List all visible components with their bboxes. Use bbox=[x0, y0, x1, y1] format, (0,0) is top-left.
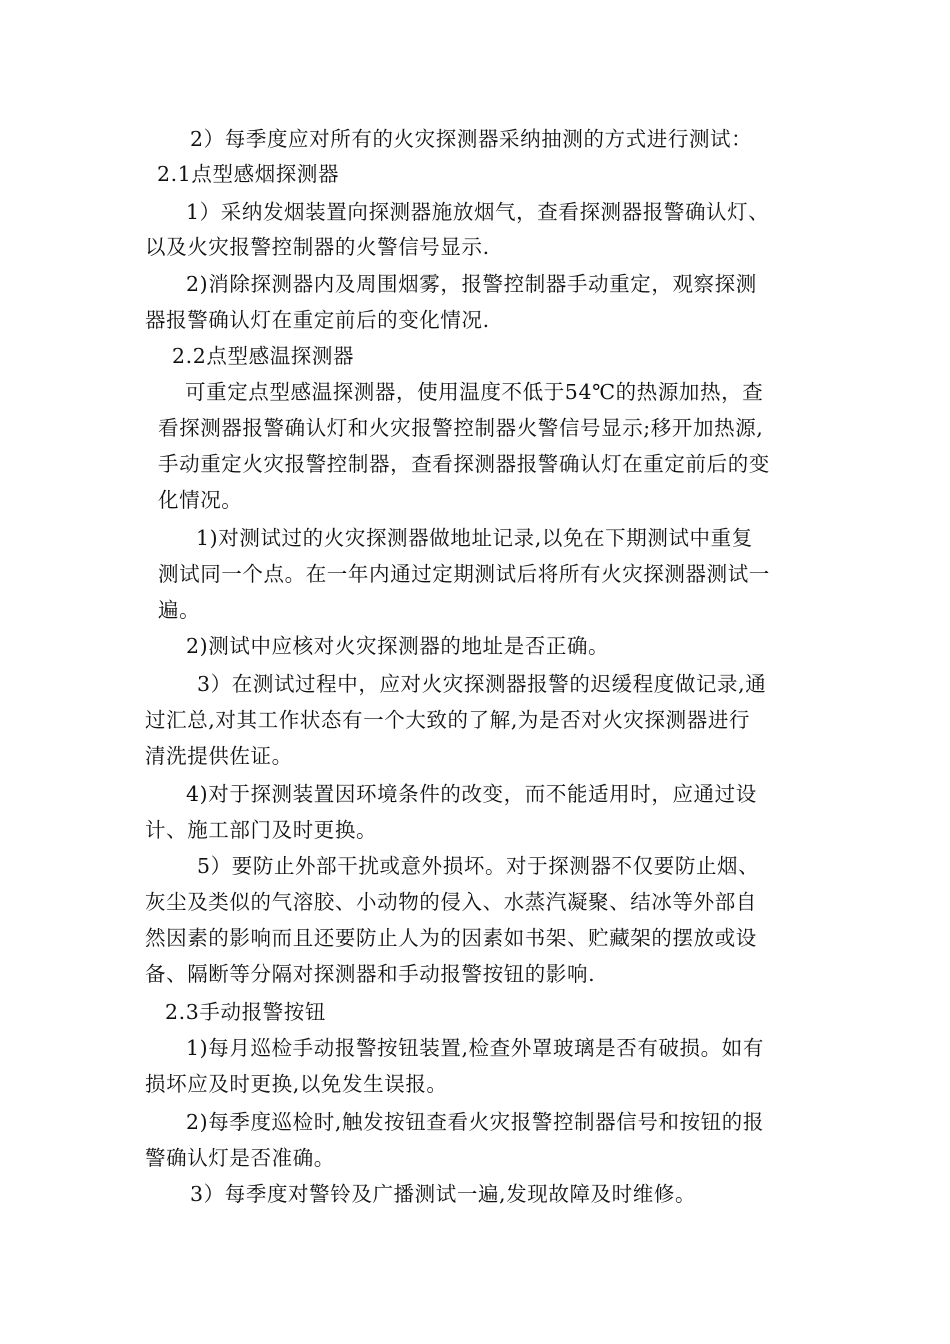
paragraph-line: 3）在测试过程中，应对火灾探测器报警的迟缓程度做记录,通 bbox=[197, 672, 767, 696]
paragraph-line: 1）采纳发烟装置向探测器施放烟气，查看探测器报警确认灯、 bbox=[186, 200, 770, 224]
paragraph-line: 器报警确认灯在重定前后的变化情况. bbox=[145, 308, 490, 332]
paragraph-line: 化情况。 bbox=[158, 488, 243, 512]
paragraph-line: 5）要防止外部干扰或意外损坏。对于探测器不仅要防止烟、 bbox=[197, 854, 760, 878]
paragraph-line: 1)对测试过的火灾探测器做地址记录,以免在下期测试中重复 bbox=[196, 526, 753, 550]
paragraph-line: 过汇总,对其工作状态有一个大致的了解,为是否对火灾探测器进行 bbox=[145, 708, 751, 732]
paragraph-line: 2)消除探测器内及周围烟雾，报警控制器手动重定，观察探测 bbox=[186, 272, 757, 296]
section-heading: 2.2点型感温探测器 bbox=[172, 344, 355, 368]
paragraph-line: 2)每季度巡检时,触发按钮查看火灾报警控制器信号和按钮的报 bbox=[186, 1110, 764, 1134]
paragraph-line: 以及火灾报警控制器的火警信号显示. bbox=[145, 235, 490, 259]
section-heading: 2.1点型感烟探测器 bbox=[157, 162, 340, 186]
paragraph-line: 遍。 bbox=[158, 598, 201, 622]
paragraph-line: 看探测器报警确认灯和火灾报警控制器火警信号显示;移开加热源, bbox=[158, 416, 764, 440]
paragraph-line: 然因素的影响而且还要防止人为的因素如书架、贮藏架的摆放或设 bbox=[145, 926, 757, 950]
section-heading: 2.3手动报警按钮 bbox=[165, 1000, 327, 1024]
paragraph-line: 4)对于探测装置因环境条件的改变，而不能适用时，应通过设 bbox=[186, 782, 757, 806]
paragraph-line: 手动重定火灾报警控制器，查看探测器报警确认灯在重定前后的变 bbox=[158, 452, 770, 476]
paragraph-line: 2）每季度应对所有的火灾探测器采纳抽测的方式进行测试： bbox=[190, 127, 753, 151]
paragraph-line: 3）每季度对警铃及广播测试一遍,发现故障及时维修。 bbox=[190, 1182, 697, 1206]
paragraph-line: 灰尘及类似的气溶胶、小动物的侵入、水蒸汽凝聚、结冰等外部自 bbox=[145, 890, 757, 914]
paragraph-line: 损坏应及时更换,以免发生误报。 bbox=[145, 1072, 448, 1096]
paragraph-line: 测试同一个点。在一年内通过定期测试后将所有火灾探测器测试一 bbox=[158, 562, 770, 586]
paragraph-line: 计、施工部门及时更换。 bbox=[145, 818, 378, 842]
paragraph-line: 备、隔断等分隔对探测器和手动报警按钮的影响. bbox=[145, 962, 596, 986]
paragraph-line: 1)每月巡检手动报警按钮装置,检查外罩玻璃是否有破损。如有 bbox=[186, 1036, 764, 1060]
paragraph-line: 可重定点型感温探测器，使用温度不低于54℃的热源加热，查 bbox=[185, 380, 764, 404]
paragraph-line: 2)测试中应核对火灾探测器的地址是否正确。 bbox=[186, 634, 610, 658]
paragraph-line: 警确认灯是否准确。 bbox=[145, 1146, 335, 1170]
paragraph-line: 清洗提供佐证。 bbox=[145, 744, 293, 768]
